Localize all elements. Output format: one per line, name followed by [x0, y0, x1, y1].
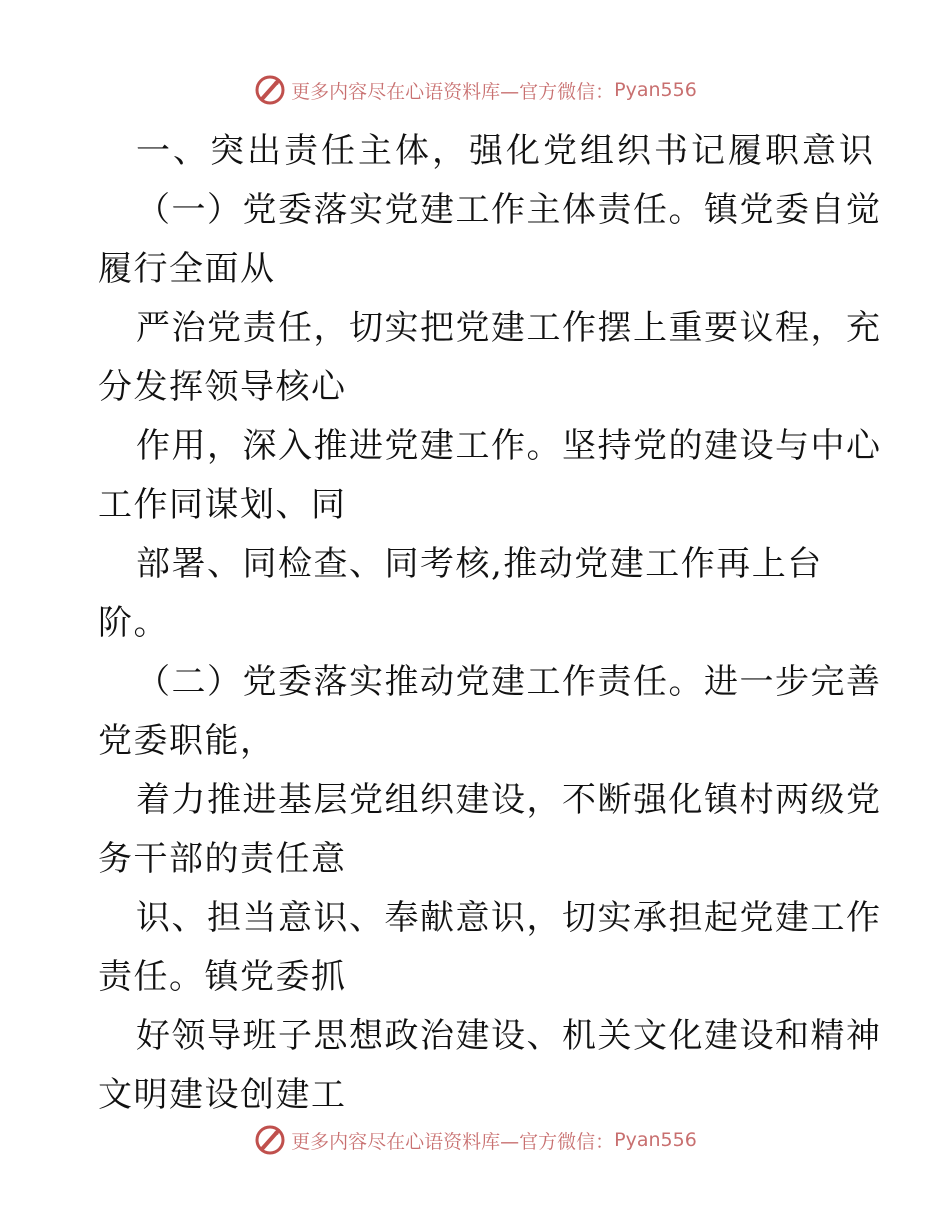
- paragraph-line: 分发挥领导核心: [98, 367, 347, 407]
- watermark-wechat-id: Pyan556: [614, 79, 697, 101]
- paragraph-line: 作用，深入推进党建工作。坚持党的建设与中心: [136, 426, 882, 466]
- paragraph-line: 好领导班子思想政治建设、机关文化建设和精神: [136, 1016, 882, 1056]
- paragraph-line: 履行全面从: [98, 249, 276, 289]
- document-body: [98, 122, 882, 1125]
- section-heading: 一、突出责任主体，强化党组织书记履职意识: [136, 131, 876, 171]
- paragraph-line: 务干部的责任意: [98, 839, 347, 879]
- paragraph-line: 文明建设创建工: [98, 1075, 347, 1115]
- footer-watermark: [0, 1122, 950, 1158]
- paragraph-line: 责任。镇党委抓: [98, 957, 347, 997]
- paragraph-line: 部署、同检查、同考核,推动党建工作再上台: [136, 544, 823, 584]
- paragraph-line: 严治党责任，切实把党建工作摆上重要议程，充: [136, 308, 882, 348]
- paragraph-line: 工作同谋划、同: [98, 485, 347, 525]
- paragraph-line: 阶。: [98, 603, 169, 643]
- watermark-text: 更多内容尽在心语资料库—官方微信：: [291, 80, 615, 103]
- paragraph-line: （二）党委落实推动党建工作责任。进一步完善: [136, 662, 882, 702]
- watermark-text: 更多内容尽在心语资料库—官方微信：: [291, 1130, 615, 1153]
- paragraph-line: 党委职能，: [98, 721, 276, 761]
- watermark-wechat-id: Pyan556: [614, 1129, 697, 1151]
- pen-logo-icon: [253, 73, 287, 107]
- header-watermark: [0, 72, 950, 108]
- paragraph-line: 着力推进基层党组织建设，不断强化镇村两级党: [136, 780, 882, 820]
- pen-logo-icon: [253, 1123, 287, 1157]
- paragraph-line: （一）党委落实党建工作主体责任。镇党委自觉: [136, 190, 882, 230]
- paragraph-line: 识、担当意识、奉献意识，切实承担起党建工作: [136, 898, 882, 938]
